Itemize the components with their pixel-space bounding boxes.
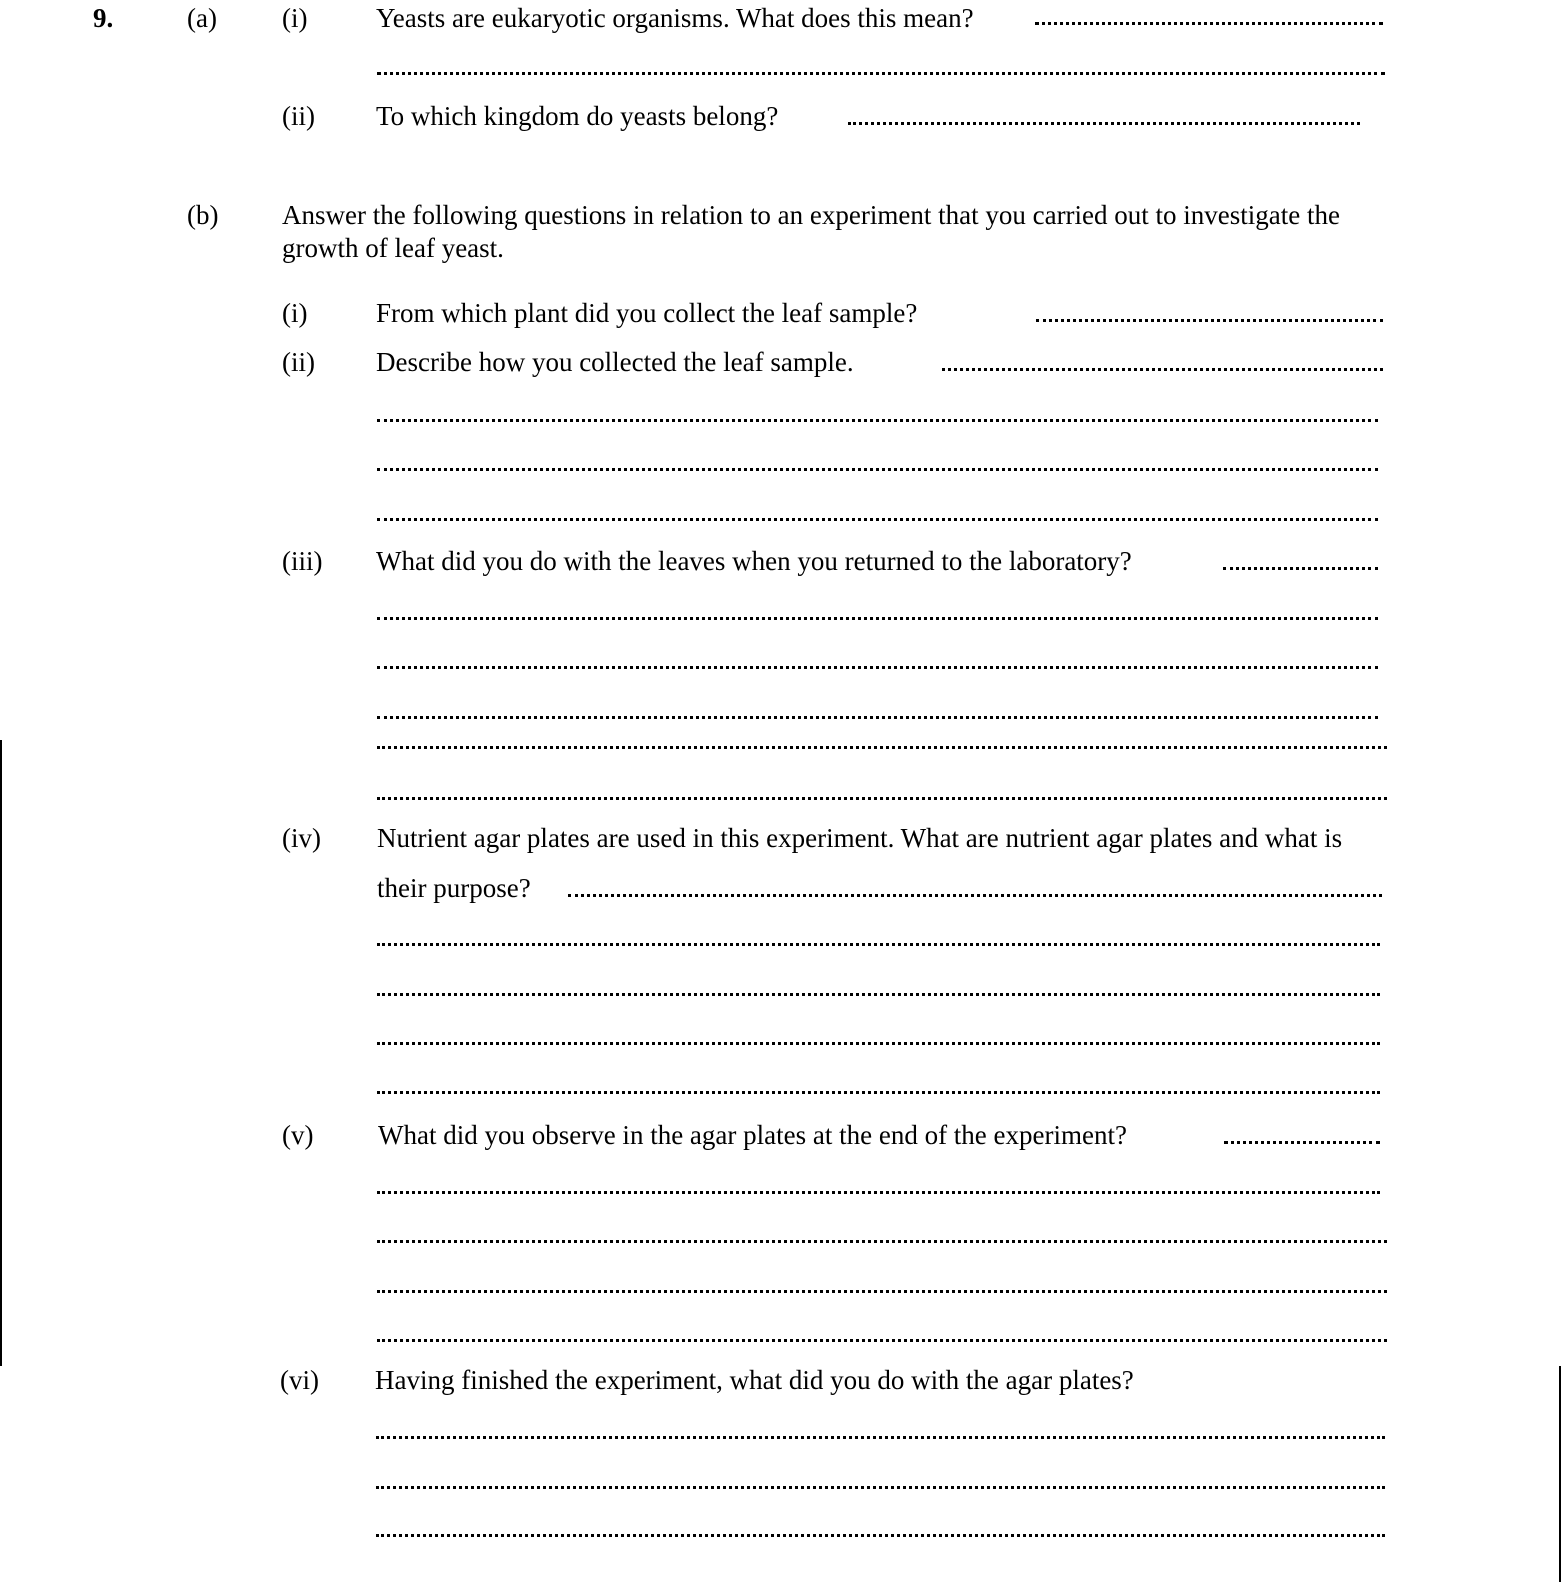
b-v-question: What did you observe in the agar plates at the end of the experiment? bbox=[378, 1120, 1127, 1150]
answer-line[interactable] bbox=[376, 1534, 1385, 1537]
answer-line[interactable] bbox=[377, 1191, 1380, 1194]
answer-line[interactable] bbox=[377, 1339, 1387, 1342]
b-i-label: (i) bbox=[282, 298, 308, 328]
answer-line[interactable] bbox=[377, 746, 1387, 749]
part-b-intro: Answer the following questions in relation to an experiment that you carried out to investigate the growth of leaf yeast. bbox=[282, 200, 1340, 263]
answer-line[interactable] bbox=[376, 1436, 1385, 1439]
b-ii-question: Describe how you collected the leaf sample. bbox=[376, 347, 854, 377]
right-margin-rule bbox=[1559, 1366, 1561, 1582]
answer-line[interactable] bbox=[377, 716, 1378, 719]
b-iii-label: (iii) bbox=[282, 546, 323, 576]
answer-line[interactable] bbox=[377, 419, 1378, 422]
answer-line[interactable] bbox=[377, 468, 1378, 471]
answer-line[interactable] bbox=[377, 518, 1378, 521]
a-ii-label: (ii) bbox=[282, 101, 315, 131]
b-iv-question-continued: their purpose? bbox=[377, 873, 531, 903]
answer-line[interactable] bbox=[848, 122, 1360, 125]
b-iv-question: Nutrient agar plates are used in this experiment. What are nutrient agar plates and what is bbox=[377, 823, 1343, 853]
answer-line[interactable] bbox=[377, 1042, 1380, 1045]
a-i-label: (i) bbox=[282, 3, 308, 33]
answer-line[interactable] bbox=[568, 894, 1382, 897]
answer-line[interactable] bbox=[377, 72, 1385, 75]
b-ii-label: (ii) bbox=[282, 347, 315, 377]
answer-line[interactable] bbox=[377, 666, 1378, 669]
answer-line[interactable] bbox=[377, 1290, 1387, 1293]
a-i-question: Yeasts are eukaryotic organisms. What does this mean? bbox=[376, 3, 974, 33]
answer-line[interactable] bbox=[1223, 567, 1378, 570]
answer-line[interactable] bbox=[377, 943, 1380, 946]
b-iii-question: What did you do with the leaves when you returned to the laboratory? bbox=[376, 546, 1132, 576]
b-vi-label: (vi) bbox=[280, 1365, 319, 1395]
answer-line[interactable] bbox=[1035, 22, 1383, 25]
a-ii-question: To which kingdom do yeasts belong? bbox=[376, 101, 779, 131]
answer-line[interactable] bbox=[377, 1240, 1387, 1243]
answer-line[interactable] bbox=[1224, 1141, 1380, 1144]
answer-line[interactable] bbox=[376, 1486, 1385, 1489]
part-a-label: (a) bbox=[187, 3, 217, 33]
b-i-question: From which plant did you collect the leaf sample? bbox=[376, 298, 918, 328]
answer-line[interactable] bbox=[377, 993, 1380, 996]
part-b-label: (b) bbox=[187, 200, 219, 230]
b-iv-label: (iv) bbox=[282, 823, 321, 853]
answer-line[interactable] bbox=[377, 617, 1378, 620]
answer-line[interactable] bbox=[1036, 319, 1383, 322]
question-number: 9. bbox=[93, 3, 114, 33]
answer-line[interactable] bbox=[942, 368, 1383, 371]
answer-line[interactable] bbox=[377, 1091, 1380, 1094]
b-v-label: (v) bbox=[282, 1120, 314, 1150]
answer-line[interactable] bbox=[377, 797, 1387, 800]
left-margin-rule bbox=[0, 740, 2, 1366]
b-vi-question: Having finished the experiment, what did you do with the agar plates? bbox=[375, 1365, 1134, 1395]
